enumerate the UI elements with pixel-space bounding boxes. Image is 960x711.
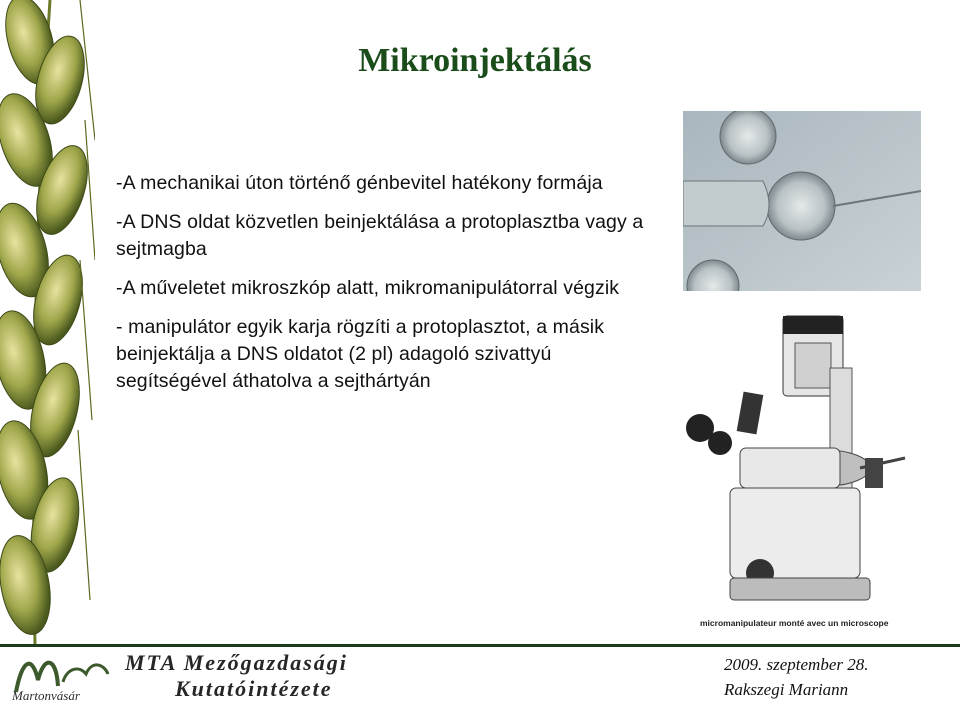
microinjection-cell-photo: [683, 111, 921, 291]
wheat-decoration-image: [0, 0, 95, 645]
image-caption: micromanipulateur monté avec un microscope: [700, 618, 889, 628]
logo-text: Martonvásár: [12, 688, 80, 703]
presentation-author: Rakszegi Mariann: [724, 680, 849, 699]
footer-divider: [0, 644, 960, 647]
institute-name-line1: MTA Mezőgazdasági: [125, 650, 348, 675]
slide-title: Mikroinjektálás: [358, 42, 592, 79]
bullet-item: - manipulátor egyik karja rögzíti a protoplasztot, a másik beinjektálja a DNS oldatot (2 pl) adagoló szivattyú segítségével áthatolva a sejthártyán: [116, 316, 605, 392]
bullet-item: -A mechanikai úton történő génbevitel hatékony formája: [116, 172, 603, 194]
bullet-item: -A műveletet mikroszkóp alatt, mikromanipulátorral végzik: [116, 277, 620, 299]
presentation-date: 2009. szeptember 28.: [724, 655, 869, 674]
bullet-list: [116, 170, 656, 407]
institute-name-line2: Kutatóintézete: [175, 676, 333, 701]
bullet-item: -A DNS oldat közvetlen beinjektálása a protoplasztba vagy a sejtmagba: [116, 211, 644, 260]
micromanipulator-microscope-photo: [670, 308, 910, 613]
